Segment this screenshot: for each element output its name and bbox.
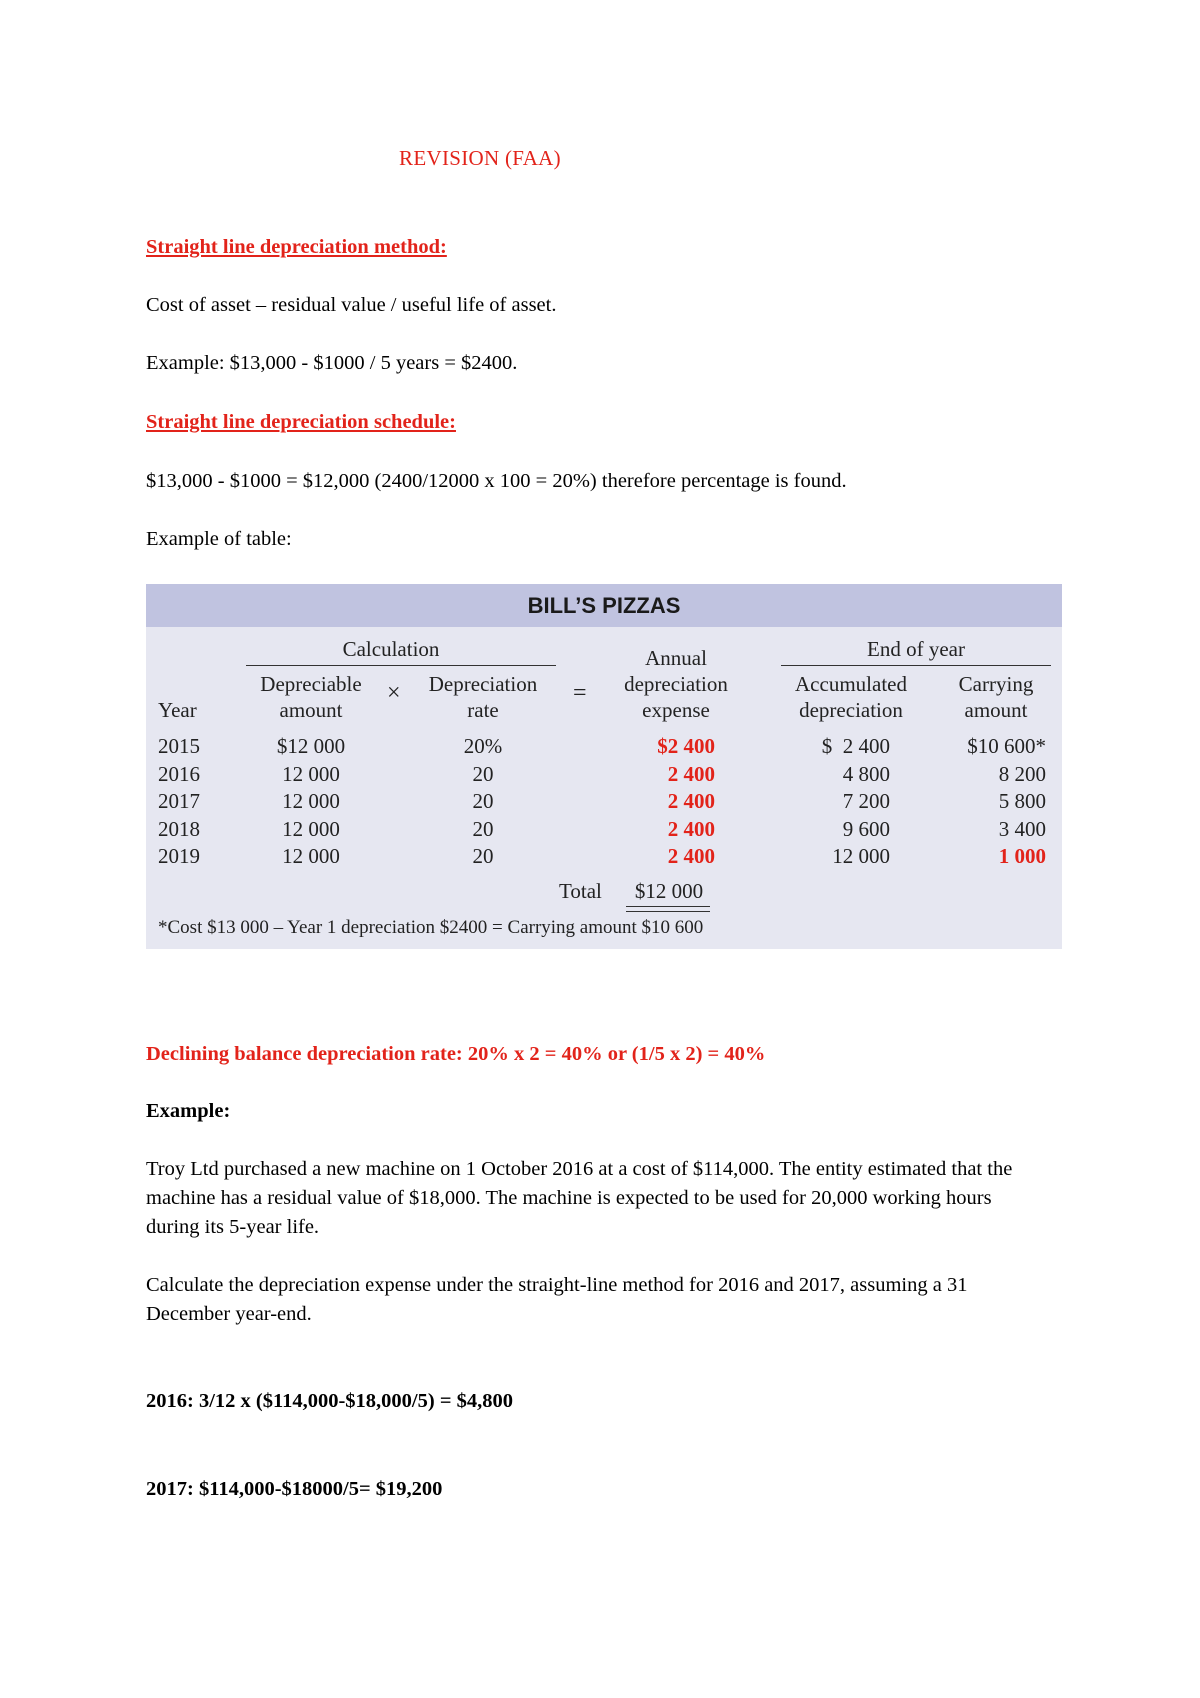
cell-annual-expense: 2 400 xyxy=(667,816,715,841)
total-double-rule-1 xyxy=(626,906,710,907)
page-title: REVISION (FAA) xyxy=(399,146,561,170)
cell-carrying-amount: $10 600* xyxy=(967,734,1046,758)
sl-schedule-heading: Straight line depreciation schedule: xyxy=(146,411,456,433)
example-label: Example: xyxy=(146,1100,231,1122)
group-header-end-of-year: End of year xyxy=(867,637,965,661)
troy-example-paragraph: Troy Ltd purchased a new machine on 1 October 2016 at a cost of $114,000. The entity estimated that the machine has a residual value of $18,000. The machine is expected to be used for 20,000 working hours during its 5-year life. xyxy=(146,1158,1013,1238)
group-header-calculation: Calculation xyxy=(342,637,440,661)
cell-rate: 20 xyxy=(472,844,494,868)
col-header-depreciable-2: amount xyxy=(279,698,343,722)
total-label: Total xyxy=(559,879,602,903)
cell-annual-expense: $2 400 xyxy=(657,734,715,758)
table-footnote: *Cost $13 000 – Year 1 depreciation $2400 = Carrying amount $10 600 xyxy=(158,917,704,938)
table-intro-text: Example of table: xyxy=(146,528,292,550)
col-header-annual-2: depreciation xyxy=(624,672,728,696)
total-value: $12 000 xyxy=(634,879,704,903)
col-header-year: Year xyxy=(158,698,197,722)
cell-accumulated: 9 600 xyxy=(842,816,890,841)
end-of-year-underline xyxy=(781,665,1051,666)
cell-annual-expense: 2 400 xyxy=(667,789,715,813)
cell-depreciable-amount: 12 000 xyxy=(282,789,340,813)
calculation-instruction: Calculate the depreciation expense under the straight-line method for 2016 and 2017, assuming a 31 December year-end. xyxy=(146,1274,968,1325)
cell-depreciable-amount: 12 000 xyxy=(282,844,340,868)
cell-year: 2019 xyxy=(158,844,200,868)
calculation-underline xyxy=(246,665,556,666)
answer-2017: 2017: $114,000-$18000/5= $19,200 xyxy=(146,1478,443,1500)
cell-year: 2016 xyxy=(158,761,200,786)
cell-rate: 20 xyxy=(472,816,494,841)
cell-accumulated: 4 800 xyxy=(842,761,890,786)
cell-depreciable-amount: $12 000 xyxy=(276,734,346,758)
col-header-accum-1: Accumulated xyxy=(795,672,907,696)
col-header-carrying-2: amount xyxy=(964,698,1028,722)
cell-carrying-amount: 8 200 xyxy=(998,761,1046,786)
cell-carrying-amount: 5 800 xyxy=(998,789,1046,813)
depreciation-schedule-table xyxy=(146,584,1062,949)
col-header-rate-1: Depreciation xyxy=(428,672,538,696)
cell-accumulated: 7 200 xyxy=(842,789,890,813)
col-header-carrying-1: Carrying xyxy=(958,672,1034,696)
cell-year: 2018 xyxy=(158,816,200,841)
col-header-rate-2: rate xyxy=(467,698,499,722)
sl-example-text: Example: $13,000 - $1000 / 5 years = $2400. xyxy=(146,352,518,374)
col-header-annual-1: Annual xyxy=(645,646,707,670)
equals-symbol: = xyxy=(573,680,587,706)
cell-rate: 20 xyxy=(472,761,494,786)
sl-method-heading: Straight line depreciation method: xyxy=(146,236,447,258)
col-header-accum-2: depreciation xyxy=(799,698,903,722)
col-header-annual-3: expense xyxy=(642,698,710,722)
cell-annual-expense: 2 400 xyxy=(667,761,715,786)
col-header-depreciable-1: Depreciable xyxy=(260,672,362,696)
cell-annual-expense: 2 400 xyxy=(667,844,715,868)
times-symbol: × xyxy=(387,680,401,706)
answer-2016: 2016: 3/12 x ($114,000-$18,000/5) = $4,800 xyxy=(146,1390,513,1412)
sl-formula-text: Cost of asset – residual value / useful life of asset. xyxy=(146,294,557,316)
cell-accumulated: $ 2 400 xyxy=(821,734,890,758)
cell-carrying-amount: 3 400 xyxy=(998,816,1046,841)
sl-schedule-calc: $13,000 - $1000 = $12,000 (2400/12000 x 100 = 20%) therefore percentage is found. xyxy=(146,470,847,492)
cell-carrying-amount: 1 000 xyxy=(998,844,1046,868)
table-title: BILL’S PIZZAS xyxy=(146,584,1062,627)
cell-year: 2017 xyxy=(158,789,200,813)
declining-balance-rate: Declining balance depreciation rate: 20% x 2 = 40% or (1/5 x 2) = 40% xyxy=(146,1043,766,1065)
cell-year: 2015 xyxy=(158,734,200,758)
cell-rate: 20% xyxy=(463,734,503,758)
cell-depreciable-amount: 12 000 xyxy=(282,816,340,841)
cell-accumulated: 12 000 xyxy=(832,844,890,868)
cell-rate: 20 xyxy=(472,789,494,813)
cell-depreciable-amount: 12 000 xyxy=(282,761,340,786)
total-double-rule-2 xyxy=(626,911,710,912)
